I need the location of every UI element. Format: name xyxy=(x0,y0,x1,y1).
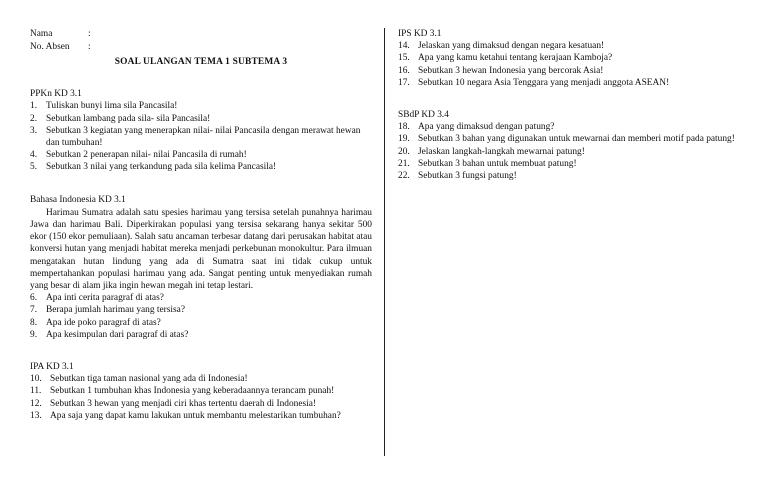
question-number: 13. xyxy=(30,410,42,421)
ppkn-section xyxy=(30,88,372,173)
question-text: Sebutkan 1 tumbuhan khas Indonesia yang keberadaannya terancam punah! xyxy=(50,386,335,397)
question-item xyxy=(30,113,372,125)
question-number: 2. xyxy=(30,113,38,124)
ppkn-heading: PPKn KD 3.1 xyxy=(30,89,82,100)
nama-row xyxy=(30,28,372,41)
question-text: Apa inti cerita paragraf di atas? xyxy=(46,293,164,304)
bahasa-heading: Bahasa Indonesia KD 3.1 xyxy=(30,194,126,205)
question-number: 12. xyxy=(30,398,42,409)
question-item xyxy=(398,133,743,145)
sbdp-section xyxy=(398,109,743,182)
nama-label: Nama xyxy=(30,29,53,39)
question-item xyxy=(30,125,372,149)
question-item xyxy=(398,170,743,182)
reading-passage: Harimau Sumatra adalah satu spesies harimau yang tersisa setelah punahnya harimau Jawa dan harimau Bali. Diperkirakan populasi yang tersisa sekarang hanya sekitar 500 ekor (150 ekor pemuliaan). Salah satu ancaman terbesar datang dari perusakan habitat atau konversi hutan yang menjadi habitat mereka menjadi perkebunan monokultur. Para ilmuan mengatakan hutan lindung yang ada di Sumatra saat ini tidak cukup untuk mempertahankan populasi harimau yang ada. Sangat penting untuk menyediakan rumah yang besar di alam jika ingin hewan megah ini tetap lestari. xyxy=(30,207,372,292)
question-text: Apa ide poko paragraf di atas? xyxy=(46,317,161,328)
question-number: 10. xyxy=(30,374,42,385)
question-number: 3. xyxy=(30,125,38,136)
ipa-section xyxy=(30,361,372,422)
question-text: Jelaskan langkah-langkah mewarnai patung! xyxy=(418,146,585,157)
question-text: Sebutkan 3 bahan untuk membuat patung! xyxy=(418,158,577,169)
question-item xyxy=(30,304,372,316)
question-item xyxy=(30,398,372,410)
question-text: Sebutkan 3 fungsi patung! xyxy=(418,171,517,182)
question-number: 8. xyxy=(30,317,38,328)
question-number: 15. xyxy=(398,53,410,64)
question-number: 7. xyxy=(30,305,38,316)
question-text: Sebutkan 3 kegiatan yang menerapkan nilai- nilai Pancasila dengan merawat hewan dan tumbuhan! xyxy=(46,125,361,149)
question-number: 14. xyxy=(398,41,410,52)
absen-label: No. Absen xyxy=(30,42,70,52)
question-text: Sebutkan 3 hewan Indonesia yang bercorak Asia! xyxy=(418,65,604,76)
question-text: Sebutkan lambang pada sila- sila Pancasila! xyxy=(46,113,211,124)
question-item xyxy=(398,77,743,89)
sbdp-heading: SBdP KD 3.4 xyxy=(398,110,449,121)
question-text: Jelaskan yang dimaksud dengan negara kesatuan! xyxy=(418,41,605,52)
question-number: 21. xyxy=(398,158,410,169)
absen-row xyxy=(30,41,372,54)
question-number: 20. xyxy=(398,146,410,157)
question-text: Sebutkan 3 hewan yang menjadi ciri khas tertentu daerah di Indonesia! xyxy=(50,398,317,409)
ips-heading: IPS KD 3.1 xyxy=(398,29,442,39)
question-item xyxy=(30,161,372,173)
question-number: 22. xyxy=(398,171,410,182)
question-item xyxy=(30,385,372,397)
nama-colon: : xyxy=(88,29,91,39)
question-text: Sebutkan 2 penerapan nilai- nilai Pancasila di rumah! xyxy=(46,150,247,161)
column-divider xyxy=(384,28,385,456)
question-number: 17. xyxy=(398,77,410,88)
absen-colon: : xyxy=(88,42,91,52)
question-item xyxy=(30,329,372,341)
question-item xyxy=(30,373,372,385)
question-text: Apa saja yang dapat kamu lakukan untuk membantu melestarikan tumbuhan? xyxy=(50,410,341,421)
question-item xyxy=(30,292,372,304)
question-text: Sebutkan 10 negara Asia Tenggara yang menjadi anggota ASEAN! xyxy=(418,77,670,88)
question-number: 9. xyxy=(30,329,38,340)
question-number: 4. xyxy=(30,150,38,161)
question-text: Apa kesimpulan dari paragraf di atas? xyxy=(46,329,189,340)
question-text: Tuliskan bunyi lima sila Pancasila! xyxy=(46,101,178,112)
question-number: 11. xyxy=(30,386,42,397)
question-item xyxy=(398,158,743,170)
ipa-heading: IPA KD 3.1 xyxy=(30,362,74,373)
question-item xyxy=(30,317,372,329)
worksheet-title: SOAL ULANGAN TEMA 1 SUBTEMA 3 xyxy=(114,57,288,67)
question-number: 6. xyxy=(30,293,38,304)
question-text: Berapa jumlah harimau yang tersisa? xyxy=(46,305,186,316)
left-column xyxy=(30,28,372,422)
question-number: 1. xyxy=(30,101,38,112)
question-text: Sebutkan 3 bahan yang digunakan untuk mewarnai dan memberi motif pada patung! xyxy=(418,134,735,145)
question-text: Sebutkan 3 nilai yang terkandung pada sila kelima Pancasila! xyxy=(46,162,277,173)
question-item xyxy=(30,100,372,112)
question-item xyxy=(30,149,372,161)
question-item xyxy=(398,40,743,52)
question-item xyxy=(398,146,743,158)
question-item xyxy=(398,121,743,133)
question-number: 16. xyxy=(398,65,410,76)
bahasa-section xyxy=(30,194,372,341)
question-number: 5. xyxy=(30,162,38,173)
question-number: 18. xyxy=(398,122,410,133)
question-item xyxy=(30,410,372,422)
question-item xyxy=(398,65,743,77)
question-text: Apa yang kamu ketahui tentang kerajaan Kamboja? xyxy=(418,53,613,64)
ips-section xyxy=(398,28,743,89)
right-column xyxy=(398,28,743,182)
question-text: Apa yang dimaksud dengan patung? xyxy=(418,122,555,133)
question-number: 19. xyxy=(398,134,410,145)
question-item xyxy=(398,52,743,64)
question-text: Sebutkan tiga taman nasional yang ada di Indonesia! xyxy=(50,374,248,385)
